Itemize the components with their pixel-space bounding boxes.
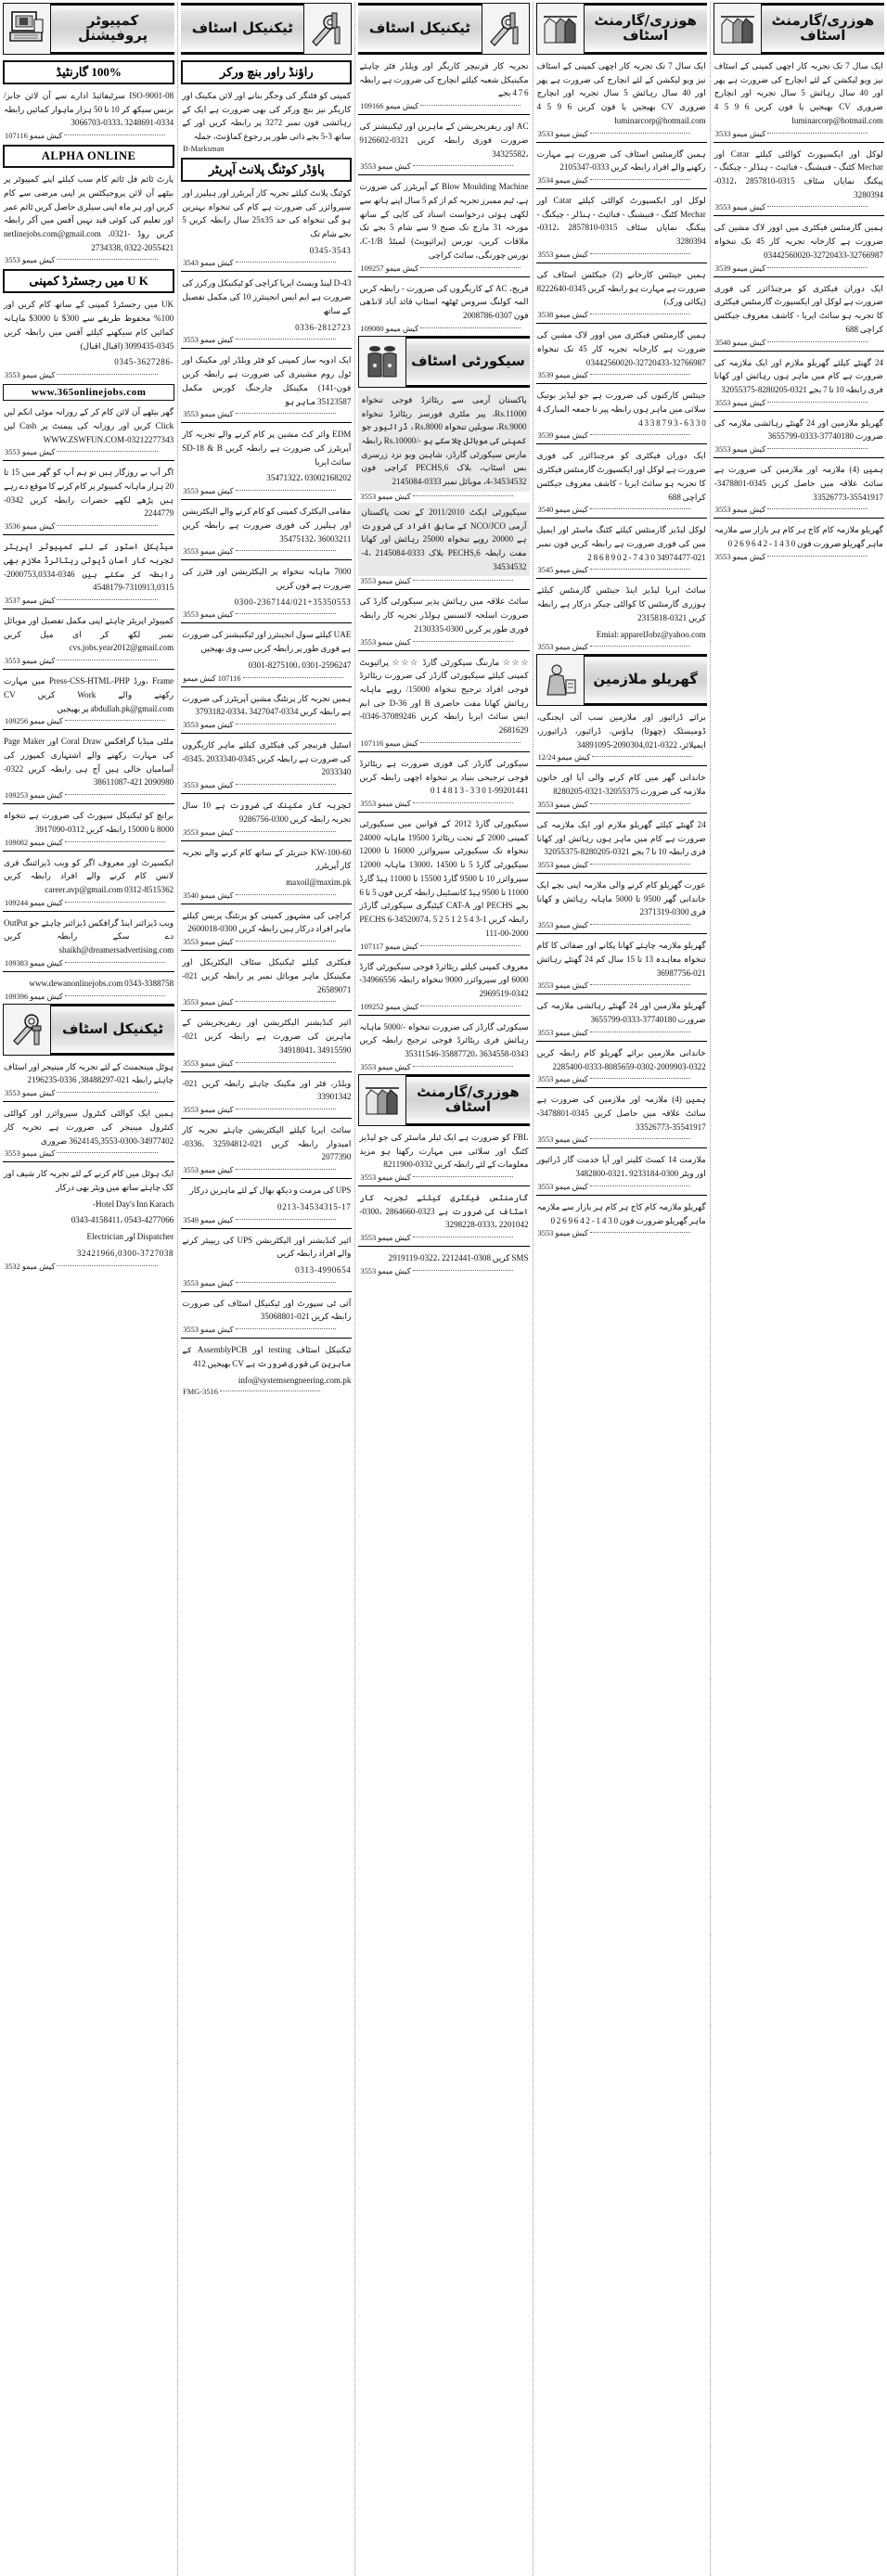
garments-icon [536, 3, 585, 55]
ad-memo: کیش میمو 3553 [536, 980, 707, 992]
ad-memo: کیش میمو 3553 [536, 1028, 707, 1039]
ad-computer-12[interactable]: ویب ڈیزائنر اینڈ گرافکس ڈیزائنر چاہئے جو OutPut دے سکے رابطہ کریں shaikh@dreamersadvertising.com [4, 917, 174, 955]
ad-domestic-7[interactable]: خاندانی ملازمین برائے گھریلو کام رابطہ کریں 0322-2009903-0302-8085659-0333-2285400 [536, 1047, 706, 1071]
ad-garment-3[interactable]: لوکل اور ایکسپورٹ کوالٹی کیلئے Catar اور Mechar کٹنگ - فنیشنگ - فنائیٹ - ہنڈلر - چیکنگ - پیکنگ نمایاں سٹاف 0315-2857810 ،0312-3280394 [536, 196, 706, 247]
ad-garment-7[interactable]: ایک دوران فیکٹری کو مرچنڈائزر کی فوری ضرورت ہے لوکل اور ایکسپورٹ گارمنٹس فیکٹری کا تجربہ ہو سائٹ ایریا - کاشف معروف جیکٹس کراچی 688 [536, 451, 706, 502]
ad-signature: B-Marksman [183, 144, 225, 153]
ad-phone[interactable]: -0345-3627286 [114, 357, 174, 367]
ad-technical-19[interactable]: ائیر کنڈیشنر اور الیکٹریشن UPS کی ریپیئر کرنے والے افراد رابطہ کریں [182, 1235, 352, 1259]
ad-memo: کیش میمو 3553 [181, 1325, 352, 1336]
column-4 [533, 2, 710, 2576]
ad-computer-8[interactable]: Frame ،ورڈ Press-CSS-HTML-PHP میں مہارت رکھنے والے Work کریں CV abdullah.pk@gmail.com پر بھیجیں [4, 676, 174, 713]
category-header-security-staff [358, 336, 529, 388]
ad-memo: کیش میمو 3532 [3, 1262, 174, 1273]
tools-icon [482, 3, 530, 55]
alphaonline-box: ALPHA ONLINE [3, 145, 174, 168]
ad-security-6[interactable]: سیکیورٹی گارڈ 2012 کے قوانین میں سیکیورٹی کمپنی 2000 کے تحت ریٹائرڈ 19500 ماہانہ 24000 تنخواہ تک سیکیورٹی سپروائزر 16000 تا 12000 سیکیورٹی گارڈ 5 تا 14500 ،13000 ماہانہ 12000 سپروائزر 10 تا 9500 گارڈ 15500 تا 11000 ہیڈ گارڈ 11000 تا 9500 ہیڈ کانسٹیبل رابطہ کریں فون 5 تا 6 بجے PECHS اور CAT-A کیٹیگری سیکورٹی گارڈز رابطہ کریں 1-3 4 5 2 1 5 2 5 ،34520074-6 PECHS 111-00-2000 [359, 819, 529, 938]
ad-computer-4[interactable]: گھر بیٹھے آن لائن کام کر کے روزانہ موٹی انکم لیں Click کریں اور روزانہ کی پیمنٹ پر Cash لیں WWW.ZSWFUN.COM-03212277343 [4, 407, 174, 444]
ad-memo: کیش میمو 3553 [358, 1266, 529, 1277]
ad-technical-10[interactable]: اسٹیل فرنیچر کی فیکٹری کیلئے ماہر کاریگروں کی ضرورت ہے رابطہ کریں 0345-2033340 ،0345-2033340 [182, 740, 352, 777]
ad-memo: کیش میمو 3549 [181, 1215, 352, 1226]
ad-memo: کیش میمو 3553 [536, 1182, 707, 1193]
ad-memo: کیش میمو 3553 [181, 546, 352, 557]
job-box-powder-coating-operator: پاؤڈر کوٹنگ پلانٹ آپریٹر [181, 158, 352, 182]
ad-technical-7[interactable]: 7000 ماہانہ تنخواہ پر الیکٹریشن اور فٹرز کی ضرورت ہے فون کریں [182, 567, 352, 590]
ad-memo: کیش میمو 3553 [181, 335, 352, 346]
ad-technical-6[interactable]: مقامی الیکٹرک کمپنی کو کام کرنے والے الیکٹریشن اور ہیلپرز کی فوری ضرورت ہے رابطہ کریں 36003211 ،35475132 [182, 506, 352, 544]
ad-memo: کیش میمو 3553 [358, 576, 529, 587]
ad-phone[interactable]: 0313-4990654 [295, 1264, 352, 1275]
ad-phone[interactable]: 0213-34534315-17 [277, 1201, 352, 1211]
ad-computer-3[interactable]: UK میں رجسٹرڈ کمپنی کے ساتھ کام کریں اور 100% محفوظ طریقے سے 300$ تا 3000$ ماہانہ کمائیں کام سیکھنے کیلئے آفس میں رابطہ کریں 0345-3099435 (اقبال اقبال) [4, 300, 174, 351]
ad-technical-15[interactable]: ہمیں ایک کوالٹی کنٹرول سپروائزر اور کوالٹی کنٹرول مینیجر کی ضرورت ہے تجربہ کار 34977402-0300-3624145,3553 ضروری [4, 1109, 174, 1146]
category-header-domestic-staff [536, 654, 707, 706]
category-title: ھوزری/گارمنٹ اسٹاف [771, 12, 875, 44]
ad-security-4[interactable]: ☆☆☆ مارننگ سیکورٹی گارڈ ☆☆☆ پرائیویٹ کمپنی کیلئے سیکیورٹی گارڈز کی ضرورت ریٹائرڈ فوجی افراد ترجیح تنخواہ 15000/ روپے ماہانہ رہائش کھانا مفت حاضری B اور D-36 جی ایم ایس سائٹ ایریا رابطہ کریں 37089246-0346-2681629 [359, 657, 529, 736]
category-banner [762, 3, 884, 55]
ad-memo: کیش میمو 109253 [3, 790, 174, 801]
category-banner [406, 336, 529, 388]
ad-hotel-name: Hotel Day's Inn Karach- [92, 1198, 174, 1209]
tools-icon [3, 1004, 51, 1056]
domestic-worker-icon [536, 654, 585, 706]
ad-overflow-8[interactable]: گھریلو ملازمہ کام کاج ہر کام ہر بازار سے ملازمہ ماہر گھریلو ضرورت فون 0 3 4 1 - 2 4 6 9 6 2 0 [713, 525, 883, 548]
ad-memo: کیش میمو 3553 [3, 370, 174, 381]
ad-memo: کیش میمو 3553 [358, 799, 529, 810]
ad-memo: کیش میمو 3539 [536, 370, 707, 381]
ad-garment-1[interactable]: ایک سال 7 تک تجربہ کار اچھی کمپنی کے اسٹاف نیز ویو لیکشن کے لئے انچارج کی ضرورت ہے پھر اور 40 سال رہائش 5 سال تجربہ اور انچارج ضروری CV بھیجیں یا فون کریں 6 9 5 4 luminarcorp@hotmail.com [536, 61, 706, 125]
ad-memo: 107116 کیش میمو [181, 673, 352, 685]
ad-memo: کیش میمو 3553 [536, 920, 707, 931]
ad-computer-5[interactable]: اگر آپ بے روزگار ہیں تو ہم آپ کو گھر میں 15 تا 20 ہزار ماہانہ کمپیوٹر پر کام کرنے کا موقع دے رہے ہیں پڑھے لکھے حضرات رابطہ کریں 0342-2244779 [4, 468, 174, 519]
ad-memo: FMG-3516 [181, 1388, 352, 1398]
ad-technical-4[interactable]: ایک ادویہ ساز کمپنی کو فٹر ویلڈر اور مکینک اور ٹول روم مشینری کی ضرورت ہے رابطہ کریں فون-141) مکینکل چارجنگ کورس مکمل 35123587 ماہر ہو [182, 355, 352, 406]
category-banner [406, 1074, 529, 1126]
ad-memo: کیش میمو 3553 [713, 444, 884, 455]
ad-memo: کیش میمو 3553 [3, 1148, 174, 1160]
ad-domestic-1[interactable]: برائے ڈرائیور اور ملازمین سب آئی ایجنگی، ڈومیسٹک (چھوٹا) ہاؤس، ڈرائیور، ڈرائیورز، ایمپلائز، 0322-2090304,021-34891095 [536, 712, 706, 750]
ad-technical-2[interactable]: کوٹنگ پلانٹ کیلئے تجربہ کار آپریٹرز اور ہیلپرز اور سپروائزر کی ضرورت ہے کام کی تنخواہ بہترین ہو گی تنخواہ کی حد 25x35 سال رابطہ کریں 5 بجے شام تک [182, 187, 352, 239]
ad-memo: کیش میمو 3553 [181, 827, 352, 839]
ad-computer-1[interactable]: ISO-9001-08 سرٹیفائیڈ ادارے سے آن لائن جابز/ بزنس سیکھ کر 10 تا 50 ہزار ماہوار کمائیں رابطہ 0334-3248691 ،0333-3066703 [4, 91, 174, 128]
ad-technical-12[interactable]: KW-100-60 جنریٹر کے ساتھ کام کرنے والے تجربہ کار آپریٹرز [182, 847, 352, 871]
ad-garment-4[interactable]: ہمیں جینٹس کارخانے (2) جیکٹس اسٹاف کی ضرورت ہے مہارت ہو رابطہ کریں 0345-8222640 (پکائی ورک) [536, 269, 706, 307]
garments-icon [358, 1074, 406, 1126]
ad-technical-8[interactable]: UAE کیلئے سول انجینئرز اور ٹیکنیشنز کی ضرورت ہے فوری طور پر رابطہ کریں سی وی بھیجیں [182, 630, 352, 654]
ad-technical-3[interactable]: Blow Moulding Machine کے آپریٹرز کی ضرورت ہے، ٹیم ممبرز تجربہ کم از کم 5 سال اپنے ہاتھ سے لکھی ہوئی درخواست اسناد کی کاپی کے ساتھ مورخہ 31 مارچ تک صبح 9 سے شام 5 بجے تک ملاقات کریں، نورس (پرائیویٹ) لمیٹڈ C-1/B، نورس چورنگی، سائٹ کراچی [359, 182, 529, 260]
ad-technical-11[interactable]: تجربہ کار مکینک کی ضرورت ہے 10 سال تجربہ رابطہ کریں 0300-9286756 [182, 801, 352, 824]
ad-garment-9[interactable]: سائٹ ایریا لیڈیز اینڈ جینٹس گارمنٹس کیلئے ہوزری گارمنٹس کا کوالٹی چیکر درکار ہے رابطہ کریں 0321-2315818 [536, 585, 706, 622]
category-banner [585, 654, 707, 706]
ad-security-7[interactable]: معروف کمپنی کیلئے ریٹائرڈ فوجی سیکیورٹی گارڈ 6000 اور سپروائزر 9000 تنخواہ رابطہ 34966556-0342-2969519 [359, 961, 529, 998]
website-box[interactable]: www.365onlinejobs.com [3, 384, 174, 401]
category-title: ھوزری/گارمنٹ اسٹاف [594, 12, 697, 44]
ad-phone[interactable]: 0543-4277066 ،0343-4158411 [71, 1215, 174, 1225]
ad-roles: Dispatcher اور Electrician [86, 1232, 174, 1242]
ad-memo: کیش میمو 109082 [3, 838, 174, 849]
ad-computer-13[interactable]: www.dewanonlinejobs.com 0343-3388758 [29, 978, 174, 988]
ad-memo: کیش میمو 3533 [713, 129, 884, 140]
ad-memo: کیش میمو 3553 [713, 505, 884, 516]
category-banner [358, 3, 481, 55]
ad-memo: کیش میمو 3553 [181, 486, 352, 497]
category-header-garment-staff-right [713, 3, 884, 55]
ad-technical-13[interactable]: کراچی کی مشہور کمپنی کو پرنٹنگ پریس کیلئے ماہر افراد درکار ہیں رابطہ کریں 0300-2600018 [182, 910, 352, 934]
ad-memo: کیش میمو 3553 [358, 1233, 529, 1244]
ad-technical-17[interactable]: سائٹ ایریا کیلئے الیکٹریشن چاہئے تجربہ کار امیدوار رابطہ کریں 021-32594812 ،0336-2077390 [182, 1124, 352, 1162]
ad-security-8[interactable]: سیکورٹی گارڈز کی ضرورت تنخواہ -/5000 ماہانہ رہائش فری ریٹائرڈ فوجی ترجیح رابطہ کریں 0343-3634558 ،35887720-35311546 [359, 1021, 529, 1059]
ad-memo: کیش میمو 3553 [536, 1228, 707, 1239]
ad-overflow-2[interactable]: لوکل اور ایکسپورٹ کوالٹی کیلئے Catar اور Mechar کٹنگ - فنیشنگ - فنائیٹ - ہنڈلر - چیکنگ - پیکنگ نمایاں سٹاف 0315-2857810 ،0312-3280394 [713, 148, 883, 199]
ad-memo: کیش میمو 107116 [3, 131, 174, 142]
ad-memo: کیش میمو 3553 [181, 1058, 352, 1070]
ad-computer-6[interactable]: میڈیکل اسٹور کے لئے کمپیوٹر آپریٹر تجربہ کار آسان ڈیوٹی ریٹائرڈ ملازم بھی رابطہ کر سکتے ہیں 0346-2000753,0334-7310913,0315-4548179 [4, 542, 174, 593]
ad-memo: کیش میمو 3553 [358, 1173, 529, 1184]
ad-memo: کیش میمو 109257 [358, 263, 529, 275]
category-banner [585, 3, 707, 55]
ad-computer-11[interactable]: ایکسپرٹ اور معروف اگر کو ویب ڈیزائننگ فری لانس کام کرنے والے افراد رابطہ کریں career.avp@gmail.com 0312-8515362 [4, 857, 174, 895]
garments-icon [713, 3, 762, 55]
ad-domestic-4[interactable]: عورت گھریلو کام کرنے والی ملازمہ اپنی بچے ایک خاندانی گھر 9500 تا 5000 ماہانہ رہائش و کھانا فری 0300-2371319 [536, 880, 706, 917]
ad-security-1[interactable]: پاکستان آرمی سے ریٹائرڈ فوجی تنخواہ Rs.11000، پیر ملٹری فورسز ریٹائرڈ تنخواہ Rs.9000، سویلین تنخواہ Rs.8000، ڈرائیور جو کمپنی کی موبائل چلا سکے ہو -/Rs.10000 رابطہ مارس سیکورٹی گارڈز، شاہین ویو نزد زرسری بس اسٹاپ، بلاک PECHS,6 کراچی فون 34534532-4، موبائل نمبر 0333-2145084 [358, 391, 529, 492]
ad-memo: کیش میمو 3553 [536, 250, 707, 261]
ad-memo: کیش میمو 3534 [536, 175, 707, 186]
ad-overflow-5[interactable]: 24 گھنٹے کیلئے گھریلو ملازم اور ایک ملازمہ کی ضرورت ہے کام میں ماہر ہوں رہائش اور کھانا فری رابطہ 10 تا 7 بجے 0321-8280205-32055375 [713, 357, 883, 394]
ad-overflow-3[interactable]: ہمیں گارمنٹس فیکٹری میں اوور لاک مشین کی ضرورت ہے کارخانہ تجربہ کار 45 تک تنخواہ 32766987-32720433-03442560020 [713, 223, 883, 260]
ad-memo: کیش میمو 3540 [713, 338, 884, 349]
ad-memo: کیش میمو 3553 [713, 202, 884, 213]
ad-security-3[interactable]: سائٹ علاقہ میں رہائش پذیر سیکورٹی گارڈ کی ضرورت اسلحہ لائسنس ہولڈر تجربہ کار رابطہ فوری طور پر کریں 0300-2130335 [359, 596, 529, 634]
ad-phone[interactable]: 0336-2812723 [295, 322, 352, 332]
category-banner [181, 3, 303, 55]
ad-memo: کیش میمو 3536 [3, 521, 174, 532]
ad-memo: کیش میمو 3553 [181, 409, 352, 420]
ad-memo: کیش میمو 109396 [3, 992, 174, 1003]
ad-phone[interactable]: 0301-2596247 ،0301-8275100 [248, 660, 352, 670]
category-title: ٹیکنیکل اسٹاف [368, 19, 471, 37]
ad-memo: کیش میمو 3540 [181, 891, 352, 902]
ad-phone[interactable]: 0300-2367144/021+35350553 [234, 596, 352, 607]
ad-memo: کیش میمو 12/24 [536, 752, 707, 763]
ad-memo: کیش میمو 109080 [358, 324, 529, 335]
ad-domestic-3[interactable]: 24 گھنٹے کیلئے گھریلو ملازم اور ایک ملازمہ کی ضرورت ہے کام میں ماہر ہوں رہائش اور کھانا فری رابطہ 10 تا 7 بجے 0321-8280205-32055375 [536, 819, 706, 857]
ad-memo: کیش میمو 109256 [3, 716, 174, 727]
ad-memo: کیش میمو 107116 [358, 738, 529, 750]
ad-memo: کیش میمو 3553 [536, 860, 707, 871]
ad-memo: کیش میمو 109166 [358, 101, 529, 112]
category-header-hosiery-garment-staff [358, 1074, 529, 1126]
ad-computer-2[interactable]: پارٹ ٹائم فل ٹائم کام سب کیلئے اپنے کمپیوٹر پر بیٹھے آن لائن پروجیکٹس پر اپنی مرضی سے کام کریں اور ہر ماہ اپنی سیلری حاصل کریں ٹائم عمر اور تعلیم کی کوئی قید نہیں آفس میں آکر رابطہ کریں روڈ netlinejobs.com@gmail.com ،0321-2734338, 0322-2055421 [4, 174, 174, 252]
ad-memo: کیش میمو 3539 [713, 263, 884, 275]
ad-memo: کیش میمو 3553 [181, 609, 352, 621]
tools-icon [303, 3, 352, 55]
job-box-round-bench-worker: راؤنڈ راور بنچ ورکر [181, 60, 352, 84]
ad-overflow-1[interactable]: ایک سال 7 تک تجربہ کار اچھی کمپنی کے اسٹاف نیز ویو لیکشن کے لئے انچارج کی ضرورت ہے پھر اور 40 سال رہائش 5 سال تجربہ اور انچارج ضروری CV بھیجیں یا فون کریں 6 9 5 4 luminarcorp@hotmail.com [713, 61, 883, 125]
ad-technical-1[interactable]: تجربہ کار فرنیچر کاریگر اور ویلڈر فٹر چاہئے مکینیکل شعبہ کیلئے انچارج کی ضرورت ہے رابطہ 6 7 4 بجے [359, 61, 529, 98]
ad-memo: کیش میمو 3553 [358, 637, 529, 648]
ad-memo: کیش میمو 3553 [358, 161, 529, 173]
ad-technical-16[interactable]: ویلڈر، فٹر اور مکینک چاہئے رابطہ کریں 021-33901342 [182, 1078, 352, 1102]
ad-technical-18[interactable]: UPS کی مرمت و دیکھ بھال کے لئے ماہرین درکار [189, 1185, 352, 1196]
ad-technical-14[interactable]: ہوٹل مینجمنٹ کے لئے تجربہ کار مینیجر اور اسٹاف چاہئے رابطہ 021-38488297, 0336-2196235 [4, 1061, 174, 1085]
ad-overflow-4[interactable]: ایک دوران فیکٹری کو مرچنڈائزر کی فوری ضرورت ہے لوکل اور ایکسپورٹ گارمنٹس فیکٹری کا تجربہ ہو سائٹ ایریا - کاشف معروف جیکٹس کراچی 688 [713, 283, 883, 334]
ad-memo: کیش میمو 3553 [181, 937, 352, 948]
category-banner [51, 3, 174, 55]
ad-garment-5[interactable]: ہمیں گارمنٹس فیکٹری میں اوور لاک مشین کی ضرورت ہے کارخانہ تجربہ کار 45 تک تنخواہ 32766987-32720433-03442560020 [536, 330, 706, 367]
ad-technical-9[interactable]: ہمیں تجربہ کار پرنٹنگ مشین آپریٹرز کی ضرورت ہے رابطہ کریں 0334-3427047 ،0334-3793182 [182, 693, 352, 717]
column-1 [0, 2, 177, 2576]
category-header-technical-staff-2 [358, 3, 529, 55]
ad-computer-10[interactable]: برانچ کو ٹیکنیکل سپورٹ کی ضرورت ہے تنخواہ 8000 تا 15000 رابطہ کریں 0312-3917090 [4, 811, 174, 834]
ad-memo: کیش میمو 3538 [536, 310, 707, 321]
ad-memo: کیش میمو 3553 [713, 398, 884, 409]
ad-computer-9[interactable]: ملٹی میڈیا گرافکس Coral Draw اور Page Maker کی مہارت رکھنے والے اشتہاری کمپوزر کی آسامیاں خالی ہیں آج ہی رابطہ کریں 0322-2090980 421-38611087 [4, 737, 174, 788]
ad-memo: کیش میمو 109252 [358, 1002, 529, 1013]
ad-garment-1[interactable]: FBL کو ضرورت ہے ایک ٹیلر ماسٹر کی جو لیڈیز کٹنگ اور سلائی میں مہارت رکھتا ہو مزید معلومات کے لئے رابطہ کریں 0332-8211900 [359, 1132, 529, 1170]
ad-memo: کیش میمو 3553 [181, 720, 352, 731]
ad-technical-14[interactable]: فیکٹری کیلئے ٹیکنیکل سٹاف الیکٹریکل اور مکینیکل ماہر موبائل نمبر پر رابطہ کریں 021-26589071 [182, 957, 352, 994]
ad-garment-3[interactable]: SMS کریں 0308-2212441 ،0322-2919119 [388, 1253, 529, 1263]
ad-garment-6[interactable]: جینٹس کارکنوں کی ضرورت ہے جو لیڈیز بوتیک سلائی میں ماہر ہوں رابطہ پیر تا جمعہ المبارک 4 0 3 3 6 - 3 9 7 8 3 3 4 [536, 391, 706, 428]
ad-domestic-2[interactable]: خاندانی گھر میں کام کرنے والی آیا اور خاتون ملازمہ کی ضرورت 32055375-0321-8280205 [536, 773, 706, 797]
ad-technical-21[interactable]: ٹیکنیکل اسٹاف testing اور AssemblyPCB کے ماہرین کی فوری ضرورت ہے CV بھیجیں 412 [182, 1345, 352, 1368]
ad-domestic-6[interactable]: گھریلو ملازمین اور 24 گھنٹے رہائشی ملازمہ کی ضرورت 37740180-0333-3655799 [536, 1001, 706, 1025]
ad-computer-7[interactable]: کمپیوٹر اپریٹر چاہئے اپنی مکمل تفصیل اور موبائل نمبر لکھ کر ای میل کریں cvs.jobs.year2012@gmail.com [4, 615, 174, 653]
category-header-computer-professional [3, 3, 174, 55]
ad-technical-5[interactable]: EDM وائر کٹ مشین پر کام کرنے والے تجربہ کار آپریٹرز کی ضرورت ہے رابطہ کریں SD-18 & B سائٹ ایریا [182, 429, 352, 467]
category-title: ٹیکنیکل اسٹاف [191, 19, 293, 37]
ad-memo: کیش میمو 109383 [3, 958, 174, 969]
ad-memo: کیش میمو 3553 [358, 1062, 529, 1073]
category-title: سیکورٹی اسٹاف [411, 352, 525, 369]
ad-domestic-5[interactable]: گھریلو ملازمہ چاہئے کھانا پکانے اور صفائی کا کام تنخواہ معاہدہ 13 تا 15 سال کم 24 گھنٹے رہائش 021-36987756 [536, 941, 706, 978]
ad-overflow-6[interactable]: گھریلو ملازمین اور 24 گھنٹے رہائشی ملازمہ کی ضرورت 37740180-0333-3655799 [713, 417, 883, 442]
ad-memo: کیش میمو 3543 [181, 258, 352, 269]
ad-memo: کیش میمو 3553 [713, 552, 884, 563]
ad-technical-4[interactable]: فریج، AC کے کاریگروں کی ضرورت - رابطہ کریں المہ کولنگ سروس ٹھٹھہ اسٹاپ قائد آباد لانڈھی فون 0307-2008786 [359, 283, 529, 321]
ad-garment-2[interactable]: ہمیں گارمنٹس اسٹاف کی ضرورت ہے مہارت رکھنے والے افراد رابطہ کریں 0333-2105347 [536, 148, 706, 173]
security-guards-icon [358, 336, 406, 388]
ad-memo: کیش میمو 3545 [536, 565, 707, 576]
guarantee-box: 100% گارنٹیڈ [3, 60, 174, 84]
ad-memo: کیش میمو 3537 [3, 596, 174, 607]
computer-icon [3, 3, 51, 55]
column-5 [710, 2, 887, 2576]
category-title: گھریلو ملازمین [593, 671, 698, 688]
ad-phone[interactable]: 32421966,0300-3727038 [76, 1248, 174, 1258]
ad-memo: کیش میمو 3553 [536, 800, 707, 811]
column-2 [177, 2, 354, 2576]
ad-memo: کیش میمو 3553 [181, 997, 352, 1008]
ad-memo: کیش میمو 3553 [3, 656, 174, 667]
ad-phone[interactable]: 03002168202 ،35471322 [266, 473, 352, 483]
ad-garment-8[interactable]: لوکل لیڈیز گارمنٹس کیلئے کٹنگ ماسٹر اور ایمپل مین کی فوری ضرورت ہے رابطہ کریں فون نمبر 021-34974477 0 3 4 7 - 2 0 9 8 6 8 2 [536, 525, 706, 562]
category-title: ٹیکنیکل اسٹاف [62, 1019, 164, 1037]
ad-email[interactable]: Emial: apparelJobz@yahoo.com [596, 629, 706, 639]
ad-memo: کیش میمو 109244 [3, 898, 174, 909]
uk-company-box: U K میں رجسٹرڈ کمپنی [3, 269, 174, 293]
ad-email[interactable]: maxoil@maxim.pk [286, 878, 352, 888]
category-title: کمپیوٹر پروفیشنل [78, 12, 148, 44]
ad-memo: کیش میمو 3553 [536, 642, 707, 653]
ad-security-2[interactable]: سیکیورٹی ایکٹ 2011/2010 کے تحت پاکستان آرمی NCO/JCO کے سابق افراد کی ضرورت ہے 20000 روپے تنخواہ 25000 رہائش اور کھانا مفت رابطہ PECHS,6 بلاک 0333-2145084 ،4-34534532 [358, 503, 529, 577]
ad-email[interactable]: info@systemsengneering.com.pk [238, 1375, 352, 1385]
ad-memo: کیش میمو 3553 [3, 1088, 174, 1099]
ad-memo: کیش میمو 3553 [181, 1165, 352, 1176]
ad-memo: کیش میمو 3553 [181, 1105, 352, 1116]
ad-technical-3[interactable]: D-43 لینڈ ویسٹ ایریا کراچی کو ٹیکنیکل ورکرز کی ضرورت ہے ایم ایس انجینئرز 10 کی مکمل تفصیل کے ساتھ [182, 278, 352, 315]
ad-memo: کیش میمو 3533 [536, 129, 707, 140]
ad-technical-16[interactable]: ایک ہوٹل میں کام کرنے کے لئے تجربہ کار شیف اور کک چاہئے ساتھ میں ویٹر بھی درکار [4, 1169, 174, 1192]
ad-phone[interactable]: 0345-3543 [309, 245, 352, 255]
ad-domestic-10[interactable]: گھریلو ملازمہ کام کاج ہر کام ہر بازار سے ملازمہ ماہر گھریلو ضرورت فون 0 3 4 1 - 2 4 6 9 6 2 0 [536, 1201, 706, 1225]
ad-memo: کیش میمو 107117 [358, 942, 529, 953]
ad-memo: کیش میمو 3553 [536, 1134, 707, 1146]
category-title: ھوزری/گارمنٹ اسٹاف [417, 1083, 520, 1115]
ad-security-5[interactable]: سیکورٹی گارڈز کی فوری ضرورت ہے ریٹائرڈ فوجی ترجیحی بنیاد پر تنخواہ اچھی رابطہ کریں 99201441-1 0 3 3 - 3 1 8 4 1 0 [359, 758, 529, 796]
ad-domestic-9[interactable]: ملازمت 14 کسٹ کلینر اور آیا خدمت گار ڈرائیور اور ویٹر 0300-9233184 ،0321-3482800 [536, 1155, 706, 1179]
ad-memo: کیش میمو 3553 [3, 255, 174, 266]
ad-memo: کیش میمو 3553 [536, 1074, 707, 1085]
ad-technical-20[interactable]: آئی ٹی سپورٹ اور ٹیکنیکل اسٹاف کی ضرورت رابطہ کریں 021-35068801 [182, 1298, 352, 1322]
ad-technical-15[interactable]: ائیر کنڈیشنر الیکٹریشن اور ریفریجریشن کے ماہرین کی ضرورت ہے رابطہ کریں 021-34915590 ،34918041 [182, 1018, 352, 1055]
category-header-hosiery-garment-staff-top [536, 3, 707, 55]
ad-memo: کیش میمو 3553 [181, 780, 352, 791]
ad-memo: کیش میمو 3553 [181, 1278, 352, 1289]
column-3 [354, 2, 532, 2576]
ad-technical-1[interactable]: کمپنی کو فٹنگز کی وجگر بنانے اور لائن مکینک اور کاریگر نیز بنچ ورکر کی بھی ضرورت ہے ایک کے رہائشی فون نمبر 3272 پر رابطہ کریں اور کے ساتھ 3-5 بجے ذاتی طور پر رجوع کماؤنٹ، جملہ [182, 91, 352, 142]
ad-overflow-7[interactable]: ہمیں (4) ملازمہ اور ملازمین کی ضرورت ہے سائٹ علاقہ میں حاصل کریں 0345-3478801-35541917-33526773 [713, 465, 883, 502]
ad-memo: کیش میمو 3540 [536, 505, 707, 516]
ad-memo: کیش میمو 3553 [3, 447, 174, 458]
ad-memo: کیش میمو 3553 [358, 492, 529, 503]
category-header-technical-staff-footer [3, 1004, 174, 1056]
ad-garment-2[interactable]: گارمنٹس فیکٹری کیلئے تجربہ کار اسٹاف کی ضرورت ہے 0323-2864660 ،0300-2201042 ،0333-3298228 [359, 1192, 529, 1230]
ad-memo: کیش میمو 3539 [536, 430, 707, 442]
ad-domestic-8[interactable]: ہمیں (4) ملازمہ اور ملازمین کی ضرورت ہے سائٹ علاقہ میں حاصل کریں 0345-3478801-35541917-33526773 [536, 1095, 706, 1132]
category-banner [51, 1004, 174, 1056]
ad-technical-2[interactable]: AC اور ریفریجریشن کے ماہرین اور ٹیکنیشنز کی ضرورت فوری رابطہ کریں 0321-9126602 ،34325582 [359, 122, 529, 159]
category-header-technical-staff [181, 3, 352, 55]
